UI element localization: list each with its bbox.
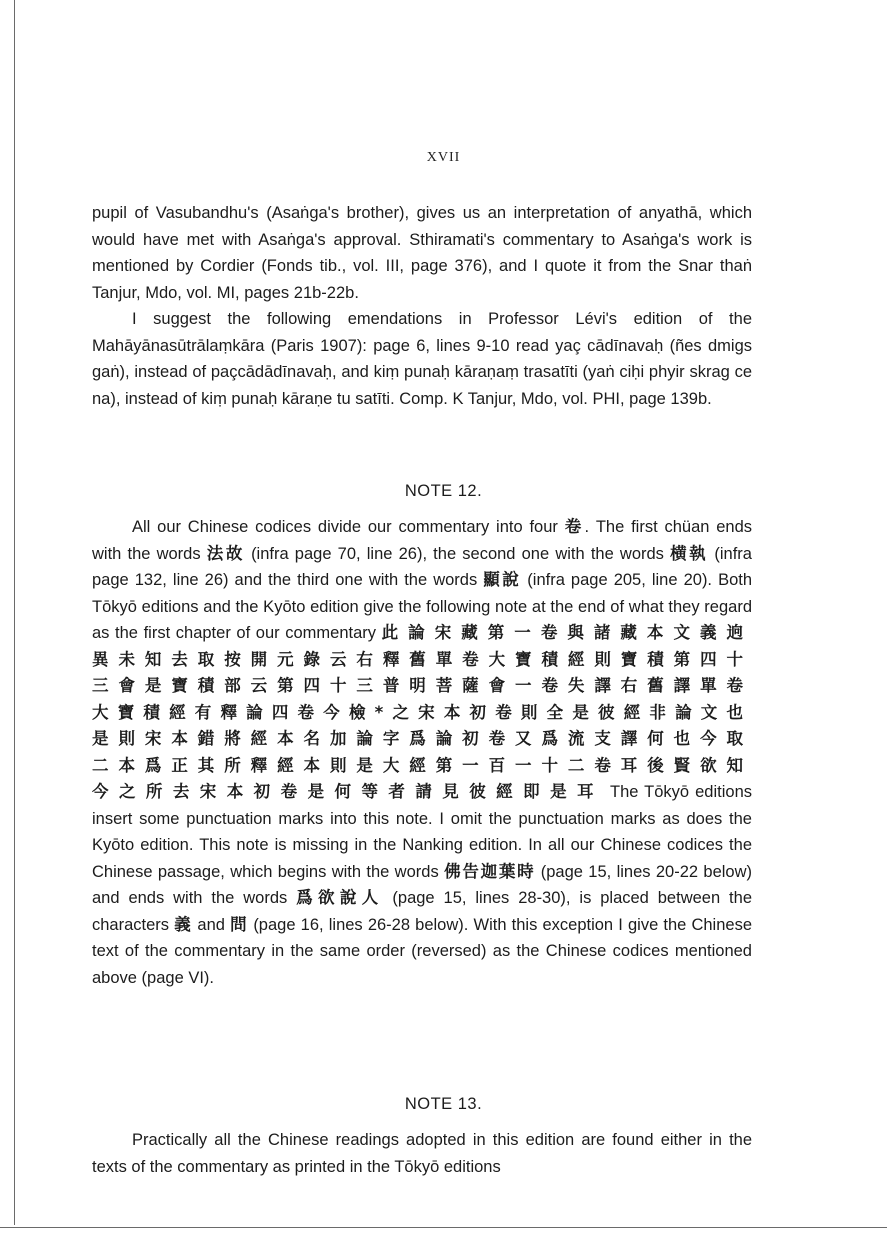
intro-paragraph-1: pupil of Vasubandhu's (Asaṅga's brother), gives us an interpretation of anyathā, which would have met with Asaṅga's approval. Sthiramati's commentary to Asaṅga's work is mentioned by Cordier (Fonds tib., vol. III, page 376), and I quote it from the Snar thaṅ Tanjur, Mdo, vol. MI, pages 21b-22b. [92, 204, 752, 302]
intro-paragraph-2: I suggest the following emendations in Professor Lévi's edition of the Mahāyānasūtrālaṃkāra (Paris 1907): page 6, lines 9-10 read yaç cādīnavaḥ (ñes dmigs gaṅ), instead of paçcādādīnavaḥ, and kiṃ punaḥ kāraṇaṃ trasatīti (yaṅ ciḥi phyir skrag ce na), instead of kiṃ punaḥ kāraṇe tu satīti. Comp. K Tanjur, Mdo, vol. PHI, page 139b. [92, 310, 752, 408]
intro-section [92, 200, 752, 412]
page-bottom-edge-rule [0, 1227, 887, 1228]
note-12-text-6: The Tōkyō editions insert some punctuation marks into this note. I omit the punctuation marks as does the Kyōto edition. This note is missing in the Nanking edition. In all our Chinese codices the Chinese passage, which begins with the words [92, 783, 752, 881]
note-12-text-5: (infra page 205, line 20). Both Tōkyō editions and the Kyōto edition give the following note at the end of what they regard as the first chapter of our commentary [92, 571, 753, 642]
note-12-chinese-note-block: 此論宋藏第一卷與諸藏本文義逈異未知去取按開元錄云右釋舊單卷大寶積經則寶積第四十三會是寶積部云第四十三普明菩薩會一卷失譯右舊譯單卷大寶積經有釋論四卷今檢*之宋本初卷則全是彼經非論文也是則宋本錯將經本名加論字爲論初卷又爲流支譯何也今取二本爲正其所釋經本則是大經第一百一十二卷耳後賢欲知今之所去宋本初卷是何等者請見彼經即是耳 [92, 623, 753, 801]
note-12-chinese-chuan: 卷 [564, 517, 585, 536]
note-12-chinese-wen: 問 [230, 914, 249, 934]
note-12-text-3: (infra page 70, line 26), the second one with the words [251, 544, 664, 563]
note-12-text-9: and [197, 915, 225, 934]
page-number: XVII [426, 150, 461, 165]
note-13-paragraph: Practically all the Chinese readings adopted in this edition are found either in the texts of the commentary as printed in the Tōkyō editions [92, 1131, 752, 1176]
note-12-chinese-fagu: 法故 [206, 543, 245, 563]
note-13-section [92, 1127, 752, 1180]
note-12-text-4: (infra page 132, line 26) and the third one with the words [92, 544, 752, 589]
note-13-heading: NOTE 13. [404, 1095, 483, 1113]
note-12-heading: NOTE 12. [404, 482, 483, 500]
note-12-chinese-xianshuo: 顯說 [483, 570, 522, 589]
page-left-edge-rule [14, 0, 15, 1225]
note-12-text-2: . The first chüan ends with the words [92, 518, 753, 563]
note-12-text-7: (page 15, lines 20-22 below) and ends with the words [92, 862, 753, 907]
note-12-chinese-hengzhi: 横執 [670, 543, 709, 563]
note-12-text-1: All our Chinese codices divide our commentary into four [132, 518, 558, 536]
note-12-chinese-fogao: 佛告迦葉時 [444, 861, 536, 881]
note-12-chinese-yi: 義 [174, 914, 193, 934]
note-12-text-8: (page 15, lines 28-30), is placed between the characters [92, 889, 752, 934]
note-12-paragraph [92, 514, 752, 991]
note-12-chinese-weiyu: 爲欲說人 [296, 888, 384, 907]
note-12-text-10: (page 16, lines 26-28 below). With this exception I give the Chinese text of the commentary in the same order (reversed) as the Chinese codices mentioned above (page VI). [92, 915, 753, 987]
note-12-section [92, 514, 752, 991]
